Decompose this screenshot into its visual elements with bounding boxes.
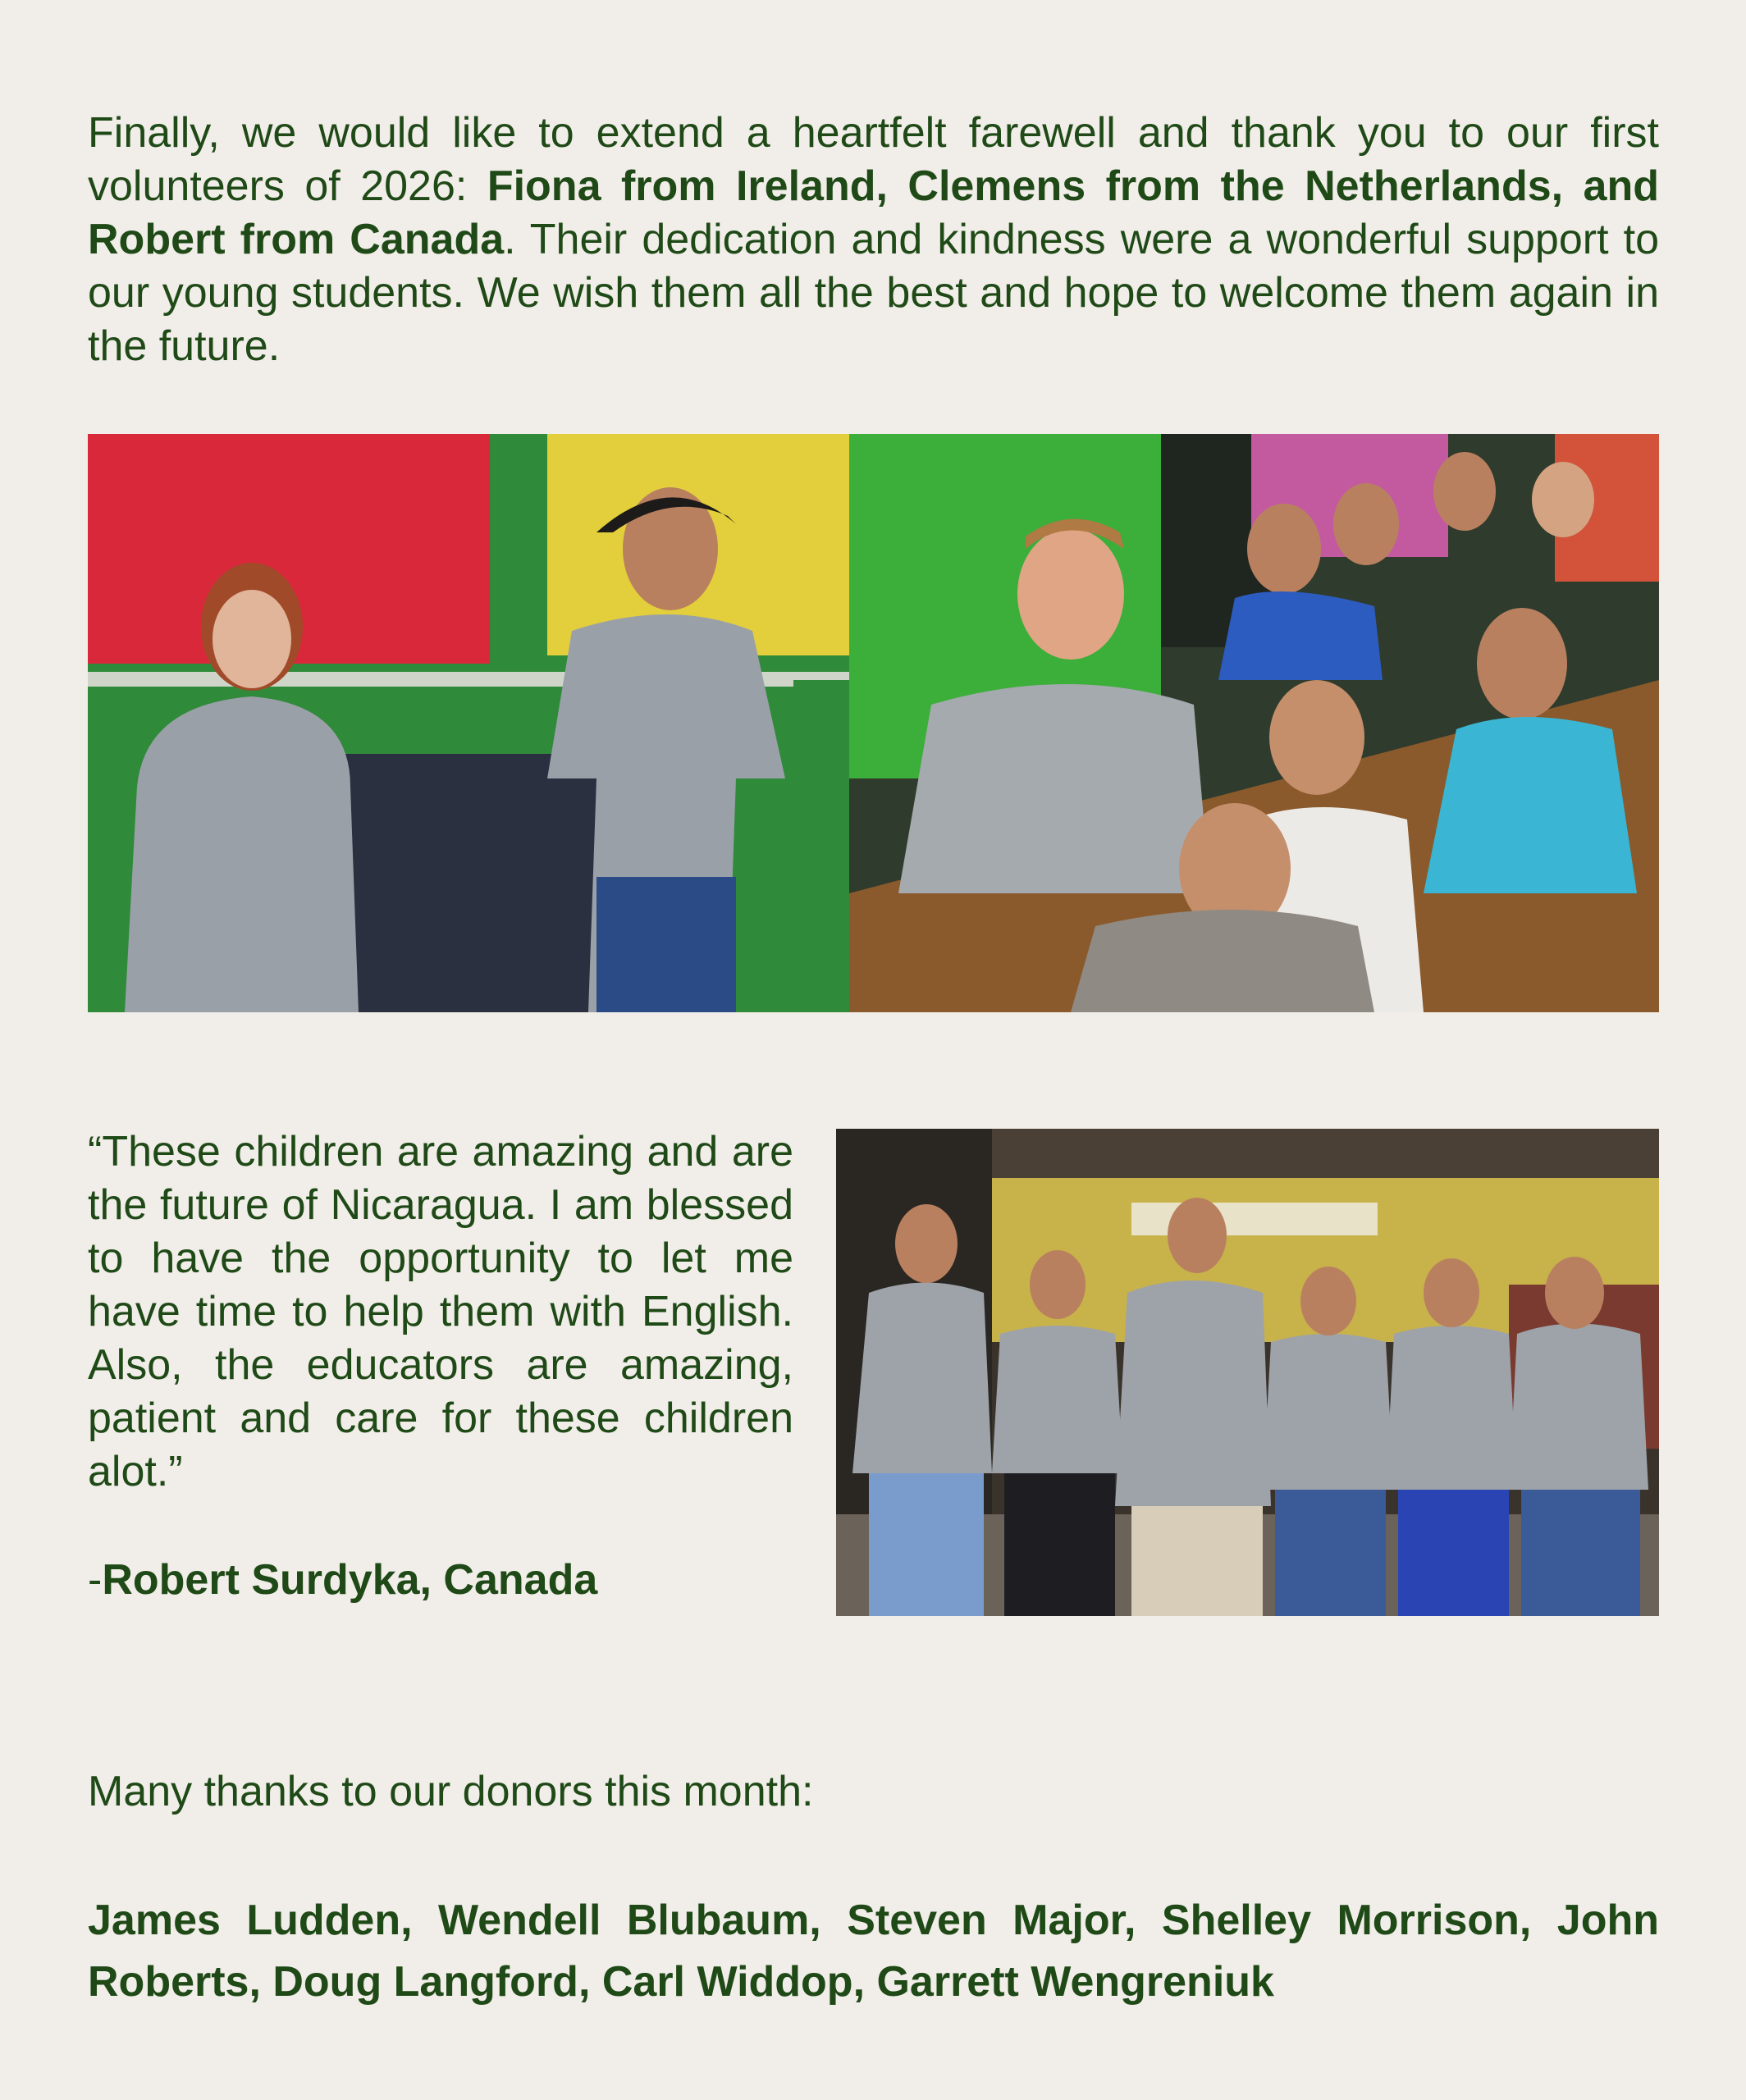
intro-text-after: . Their dedication and kindness were a wonderful support to our young students. We wish them all the best and hope to welcome them again in the future. bbox=[88, 216, 1660, 370]
donors-heading: Many thanks to our donors this month: bbox=[88, 1768, 814, 1815]
intro-paragraph bbox=[88, 107, 1659, 373]
volunteers-photo-wall bbox=[88, 434, 849, 1012]
volunteer-children-photo bbox=[849, 434, 1659, 1012]
quote-author: Robert Surdyka, Canada bbox=[102, 1556, 598, 1604]
intro-text-before: Finally, we would like to extend a heartfelt farewell and thank you to our first volunteers of 2026: bbox=[88, 109, 1659, 210]
attribution-dash: - bbox=[88, 1556, 103, 1604]
quote-attribution bbox=[88, 1554, 597, 1607]
intro-volunteers: Fiona from Ireland, Clemens from the Netherlands, and Robert from Canada bbox=[88, 162, 1659, 263]
volunteer-quote: “These children are amazing and are the future of Nicaragua. I am blessed to have the opportunity to let me have time to help them with English. Also, the educators are amazing, patient and care for these children alot.” bbox=[88, 1128, 793, 1495]
group-photo bbox=[836, 1129, 1659, 1616]
donors-list: James Ludden, Wendell Blubaum, Steven Major, Shelley Morrison, John Roberts, Doug Langford, Carl Widdop, Garrett Wengreniuk bbox=[88, 1897, 1659, 2006]
